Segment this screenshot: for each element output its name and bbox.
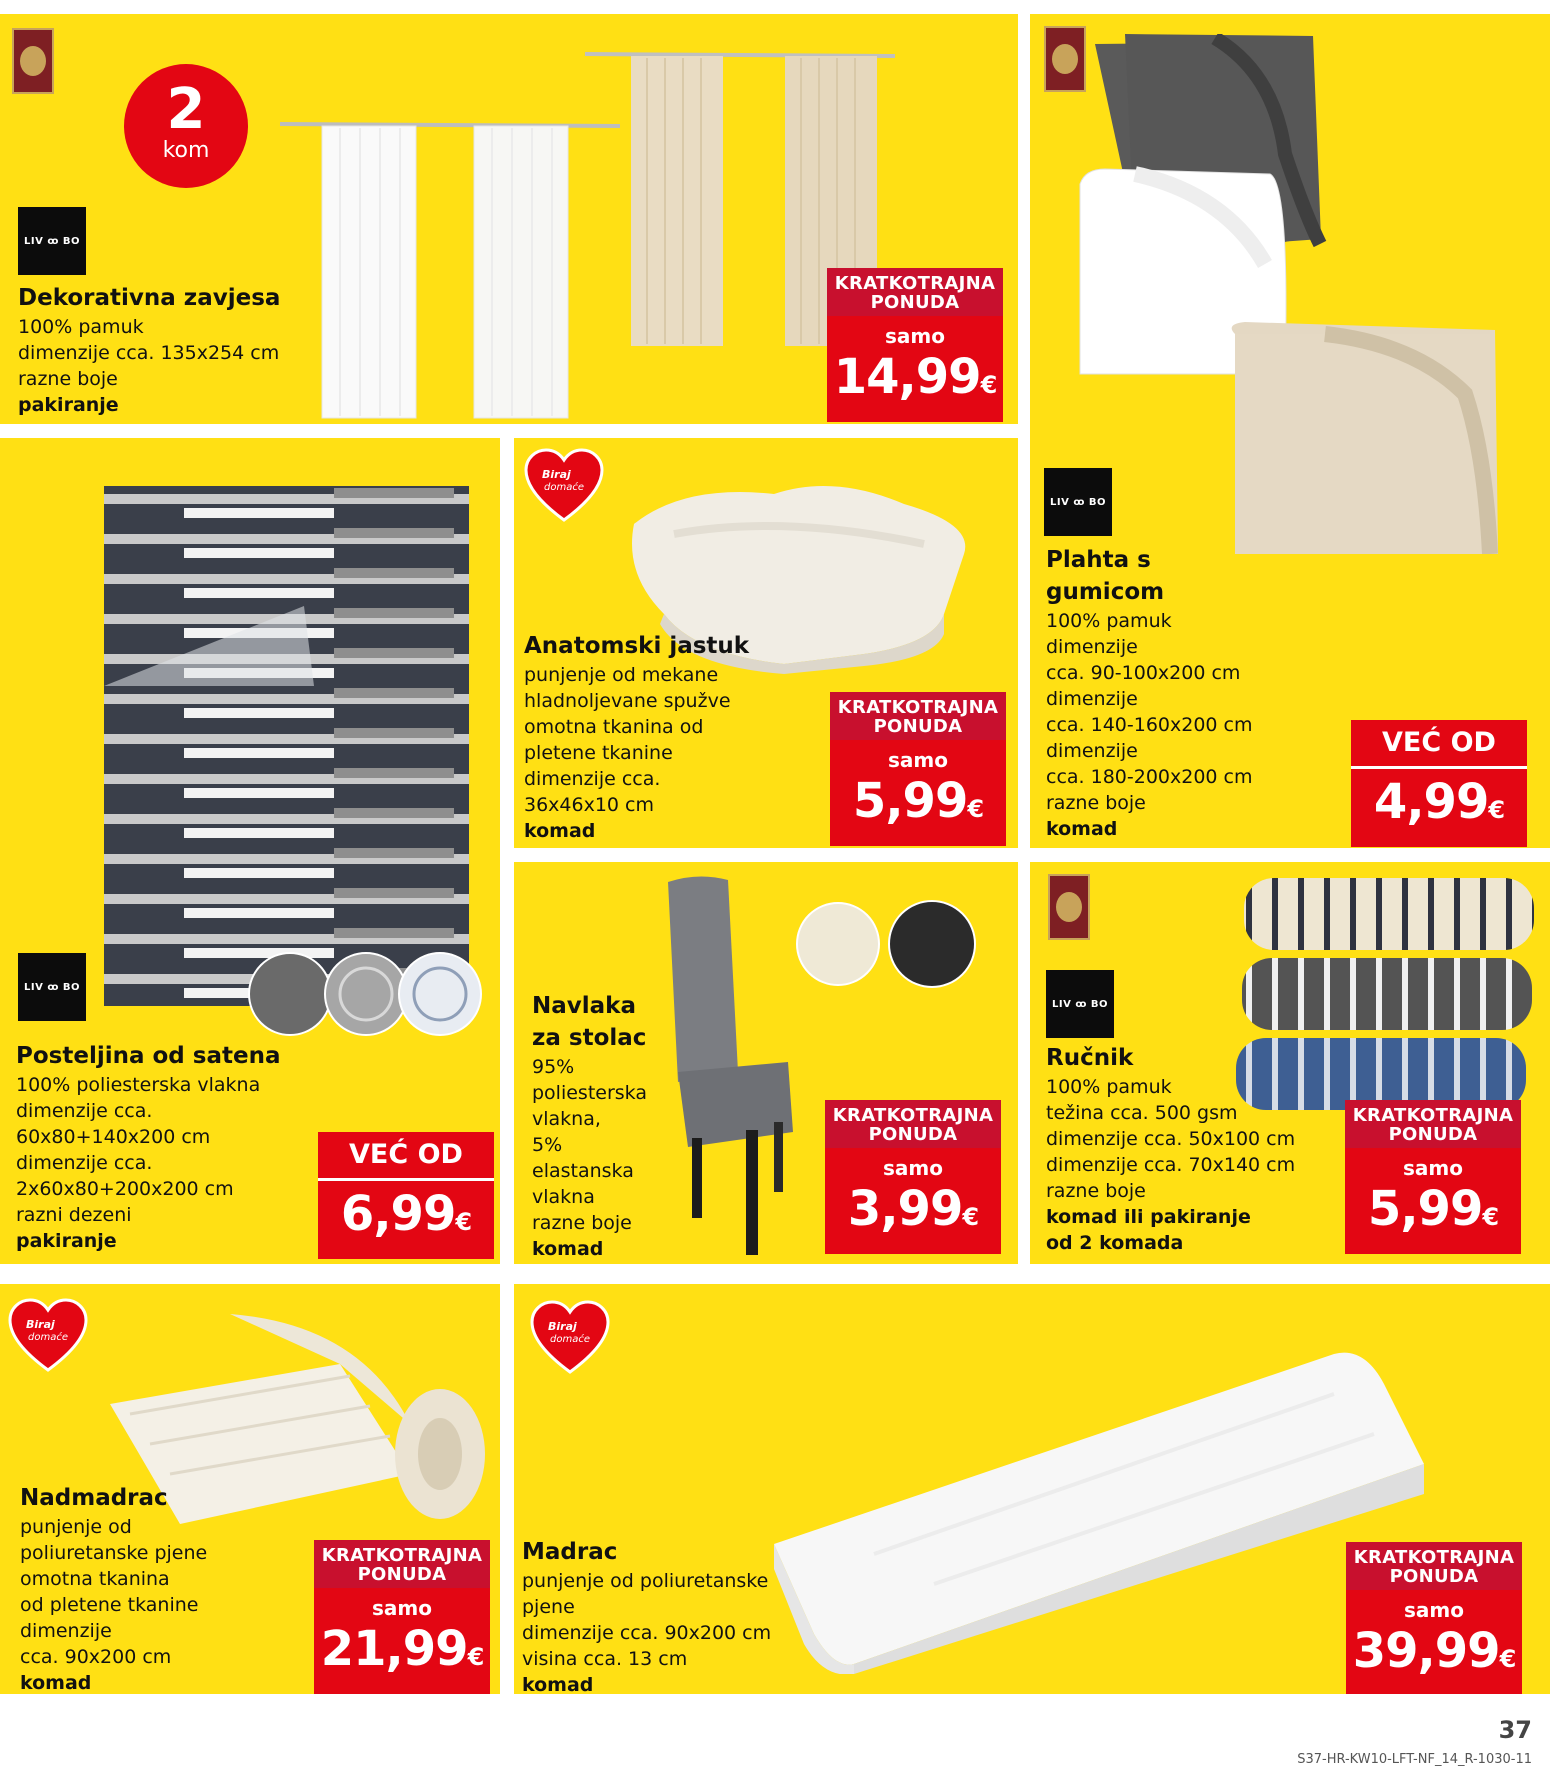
offer-banner (1345, 1100, 1521, 1148)
offer-line: KRATKOTRAJNA (832, 1105, 994, 1126)
product-unit: komad ili pakiranje (1046, 1206, 1251, 1228)
desc-line: cca. 140-160x200 cm (1046, 714, 1253, 736)
desc-line: pletene tkanine (524, 742, 673, 764)
name-line: Plahta s (1046, 547, 1151, 573)
product-description (532, 1054, 647, 1262)
desc-line: 100% poliesterska vlakna (16, 1074, 261, 1096)
offer-line: PONUDA (1389, 1566, 1479, 1587)
chair-image (648, 872, 798, 1262)
price-value (1351, 775, 1527, 837)
product-unit: komad (1046, 818, 1118, 840)
price-box (1345, 1100, 1521, 1254)
product-unit: pakiranje (18, 394, 119, 416)
price-amount: 5,99 (852, 773, 968, 829)
currency: € (467, 1643, 484, 1671)
badge-unit: kom (162, 138, 210, 163)
name-line: gumicom (1046, 579, 1165, 605)
desc-line: hladnoljevane spužve (524, 690, 731, 712)
price-value (827, 350, 1003, 412)
product-name: Dekorativna zavjesa (18, 285, 281, 311)
price-box (314, 1540, 490, 1694)
price-amount: 39,99 (1352, 1623, 1500, 1679)
product-description (18, 314, 279, 418)
offer-line: PONUDA (873, 716, 963, 737)
desc-line: od pletene tkanine (20, 1594, 199, 1616)
product-description (1046, 1074, 1295, 1256)
product-unit: pakiranje (16, 1230, 117, 1252)
price-prefix: VEĆ OD (318, 1132, 494, 1181)
color-swatches-image (792, 900, 992, 990)
product-description (20, 1514, 207, 1694)
currency: € (1499, 1645, 1516, 1673)
desc-line: dimenzije cca. (16, 1100, 153, 1122)
price-box (827, 268, 1003, 422)
desc-line: visina cca. 13 cm (522, 1648, 688, 1670)
product-unit: komad (532, 1238, 604, 1260)
product-unit: komad (522, 1674, 594, 1694)
desc-line: dimenzije (20, 1620, 112, 1642)
fitted-sheet-image (1075, 34, 1545, 554)
heart-label: domaće (544, 482, 584, 493)
quantity-badge (124, 64, 248, 188)
price-amount: 5,99 (1367, 1181, 1483, 1237)
brand-logo: LIV ꝏ BO (1044, 468, 1112, 536)
offer-line: KRATKOTRAJNA (321, 1545, 483, 1566)
price-value (318, 1187, 494, 1249)
offer-line: PONUDA (868, 1124, 958, 1145)
offer-line: KRATKOTRAJNA (834, 273, 996, 294)
page-code: S37-HR-KW10-LFT-NF_14_R-1030-11 (1297, 1752, 1532, 1767)
desc-line: razni dezeni (16, 1204, 132, 1226)
product-unit: komad (524, 820, 596, 842)
heart-label: Biraj (26, 1318, 55, 1331)
product-description (1046, 608, 1253, 842)
desc-line: poliuretanske pjene (20, 1542, 208, 1564)
offer-banner (825, 1100, 1001, 1148)
name-line: Navlaka (532, 993, 636, 1019)
desc-line: razne boje (1046, 792, 1146, 814)
desc-line: 60x80+140x200 cm (16, 1126, 211, 1148)
currency: € (980, 371, 997, 399)
heart-label: domaće (550, 1334, 590, 1345)
desc-line: punjenje od poliuretanske (522, 1570, 769, 1592)
tile-mattress-topper[interactable] (0, 1284, 500, 1694)
desc-line: dimenzije cca. 50x100 cm (1046, 1128, 1296, 1150)
price-value (314, 1622, 490, 1684)
product-description (524, 662, 731, 844)
currency: € (1488, 796, 1505, 824)
offer-banner (1346, 1542, 1522, 1590)
price-prefix: samo (888, 748, 948, 772)
bedding-image (104, 486, 474, 1006)
product-description (16, 1072, 260, 1254)
desc-line: težina cca. 500 gsm (1046, 1102, 1238, 1124)
desc-line: omotna tkanina od (524, 716, 704, 738)
desc-line: dimenzije cca. 90x200 cm (522, 1622, 772, 1644)
desc-line: 5% (532, 1134, 563, 1156)
price-prefix: samo (1403, 1156, 1463, 1180)
page-number: 37 (1498, 1716, 1532, 1744)
price-amount: 14,99 (833, 349, 981, 405)
currency: € (962, 1203, 979, 1231)
offer-line: PONUDA (1388, 1124, 1478, 1145)
product-name (1046, 544, 1164, 608)
product-name: Ručnik (1046, 1045, 1134, 1071)
desc-line: razne boje (1046, 1180, 1146, 1202)
desc-line: 2x60x80+200x200 cm (16, 1178, 234, 1200)
desc-line: 36x46x10 cm (524, 794, 655, 816)
price-prefix: samo (885, 324, 945, 348)
tile-chair-cover[interactable] (514, 862, 1018, 1264)
desc-line: elastanska (532, 1160, 634, 1182)
heart-label: Biraj (548, 1320, 577, 1333)
tile-curtain[interactable] (0, 14, 1018, 424)
desc-line: dimenzije cca. (524, 768, 661, 790)
quality-seal-icon (12, 28, 54, 94)
price-box (1346, 1542, 1522, 1694)
price-value (830, 774, 1006, 836)
product-name: Anatomski jastuk (524, 633, 750, 659)
offer-banner (314, 1540, 490, 1588)
price-prefix: samo (372, 1596, 432, 1620)
badge-number: 2 (166, 77, 206, 142)
desc-line: dimenzije (1046, 688, 1138, 710)
heart-label: Biraj (542, 468, 571, 481)
desc-line: omotna tkanina (20, 1568, 170, 1590)
desc-line: 95% (532, 1056, 575, 1078)
brand-logo: LIV ꝏ BO (18, 207, 86, 275)
product-name (532, 990, 646, 1054)
quality-seal-icon (1048, 874, 1090, 940)
product-name: Nadmadrac (20, 1485, 168, 1511)
price-prefix: samo (1404, 1598, 1464, 1622)
desc-line: cca. 180-200x200 cm (1046, 766, 1253, 788)
desc-line: dimenzije (1046, 636, 1138, 658)
tile-pillow[interactable] (514, 438, 1018, 848)
desc-line: 100% pamuk (1046, 610, 1172, 632)
desc-line: punjenje od mekane (524, 664, 719, 686)
desc-line: poliesterska (532, 1082, 647, 1104)
price-value (825, 1182, 1001, 1244)
product-description (522, 1568, 771, 1694)
desc-line: razne boje (532, 1212, 632, 1234)
heart-label: domaće (28, 1332, 68, 1343)
desc-line: dimenzije cca. (16, 1152, 153, 1174)
desc-line: razne boje (18, 368, 118, 390)
tile-mattress[interactable] (514, 1284, 1550, 1694)
currency: € (1482, 1203, 1499, 1231)
desc-line: pjene (522, 1596, 575, 1618)
desc-line: 100% pamuk (1046, 1076, 1172, 1098)
currency: € (967, 795, 984, 823)
name-line: za stolac (532, 1025, 647, 1051)
desc-line: dimenzije cca. 135x254 cm (18, 342, 280, 364)
product-unit: od 2 komada (1046, 1232, 1184, 1254)
price-amount: 3,99 (847, 1181, 963, 1237)
price-box (825, 1100, 1001, 1254)
desc-line: punjenje od (20, 1516, 132, 1538)
desc-line: cca. 90x200 cm (20, 1646, 172, 1668)
desc-line: dimenzije cca. 70x140 cm (1046, 1154, 1296, 1176)
fabric-swatches-image (248, 950, 482, 1040)
brand-logo: LIV ꝏ BO (1046, 970, 1114, 1038)
price-prefix: VEĆ OD (1351, 720, 1527, 769)
offer-banner (830, 692, 1006, 740)
price-box (318, 1132, 494, 1259)
product-unit: komad (20, 1672, 92, 1694)
offer-banner (827, 268, 1003, 316)
price-prefix: samo (883, 1156, 943, 1180)
desc-line: 100% pamuk (18, 316, 144, 338)
tile-fitted-sheet[interactable] (1030, 14, 1550, 848)
price-box (830, 692, 1006, 846)
price-amount: 4,99 (1373, 774, 1489, 830)
offer-line: PONUDA (870, 292, 960, 313)
price-value (1346, 1624, 1522, 1686)
desc-line: vlakna, (532, 1108, 601, 1130)
price-amount: 6,99 (340, 1186, 456, 1242)
offer-line: KRATKOTRAJNA (1352, 1105, 1514, 1126)
tile-bedding[interactable] (0, 438, 500, 1264)
tile-towel[interactable] (1030, 862, 1550, 1264)
desc-line: cca. 90-100x200 cm (1046, 662, 1241, 684)
brand-logo: LIV ꝏ BO (18, 953, 86, 1021)
product-name: Posteljina od satena (16, 1043, 281, 1069)
price-amount: 21,99 (320, 1621, 468, 1677)
offer-line: PONUDA (357, 1564, 447, 1585)
price-value (1345, 1182, 1521, 1244)
product-name: Madrac (522, 1539, 618, 1565)
desc-line: vlakna (532, 1186, 595, 1208)
offer-line: KRATKOTRAJNA (1353, 1547, 1515, 1568)
offer-line: KRATKOTRAJNA (837, 697, 999, 718)
desc-line: dimenzije (1046, 740, 1138, 762)
price-box (1351, 720, 1527, 847)
currency: € (455, 1208, 472, 1236)
